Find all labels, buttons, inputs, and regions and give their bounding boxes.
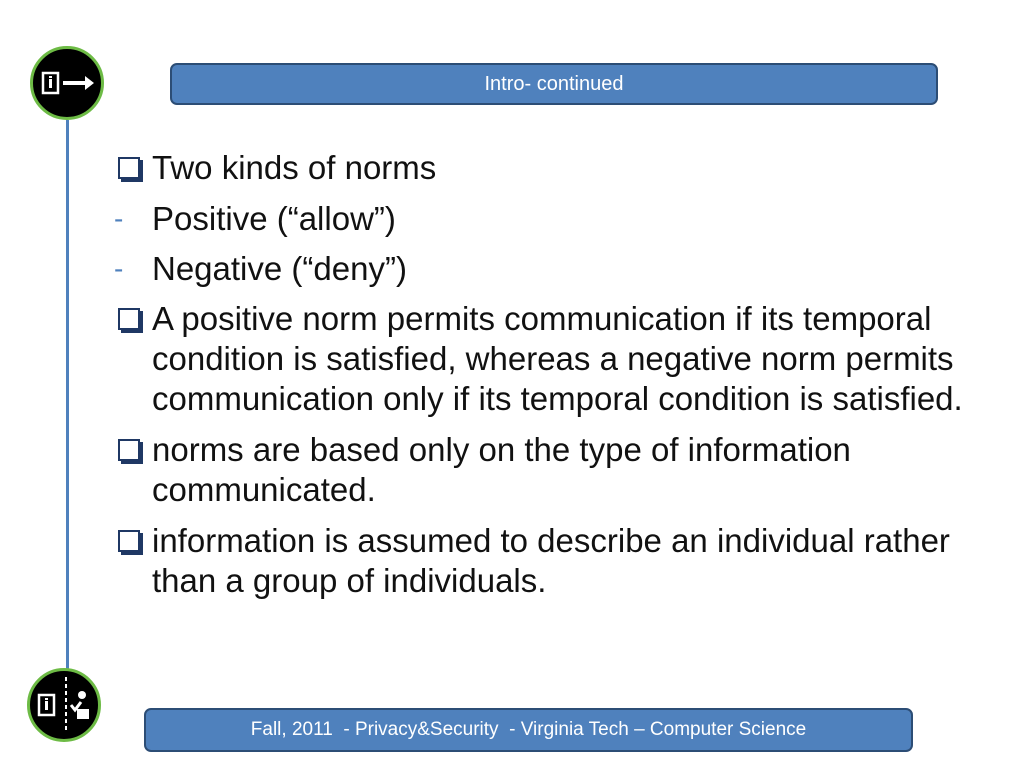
dash-marker: - bbox=[114, 253, 124, 284]
bullet-item bbox=[114, 148, 1004, 188]
bullet-text: Two kinds of norms bbox=[152, 149, 437, 186]
dash-item bbox=[114, 199, 1004, 239]
slide-title: Intro- continued bbox=[170, 63, 938, 105]
bullet-item bbox=[114, 521, 1004, 601]
document-checklist-icon bbox=[27, 668, 101, 742]
bullet-text: A positive norm permits communication if its temporal condition is satisfied, whereas a negative norm permits communication only if its temporal condition is satisfied. bbox=[152, 300, 963, 417]
dash-marker: - bbox=[114, 203, 124, 234]
timeline-line bbox=[66, 120, 69, 680]
slide-footer: Fall, 2011 - Privacy&Security - Virginia Tech – Computer Science bbox=[144, 708, 913, 752]
bullet-item bbox=[114, 430, 1004, 510]
slide-content bbox=[114, 148, 1004, 612]
dash-item bbox=[114, 249, 1004, 289]
dash-text: Positive (“allow”) bbox=[152, 200, 396, 237]
bullet-item bbox=[114, 299, 1004, 419]
bullet-text: information is assumed to describe an individual rather than a group of individuals. bbox=[152, 522, 950, 599]
dash-text: Negative (“deny”) bbox=[152, 250, 407, 287]
document-arrow-icon bbox=[30, 46, 104, 120]
bullet-text: norms are based only on the type of information communicated. bbox=[152, 431, 851, 508]
